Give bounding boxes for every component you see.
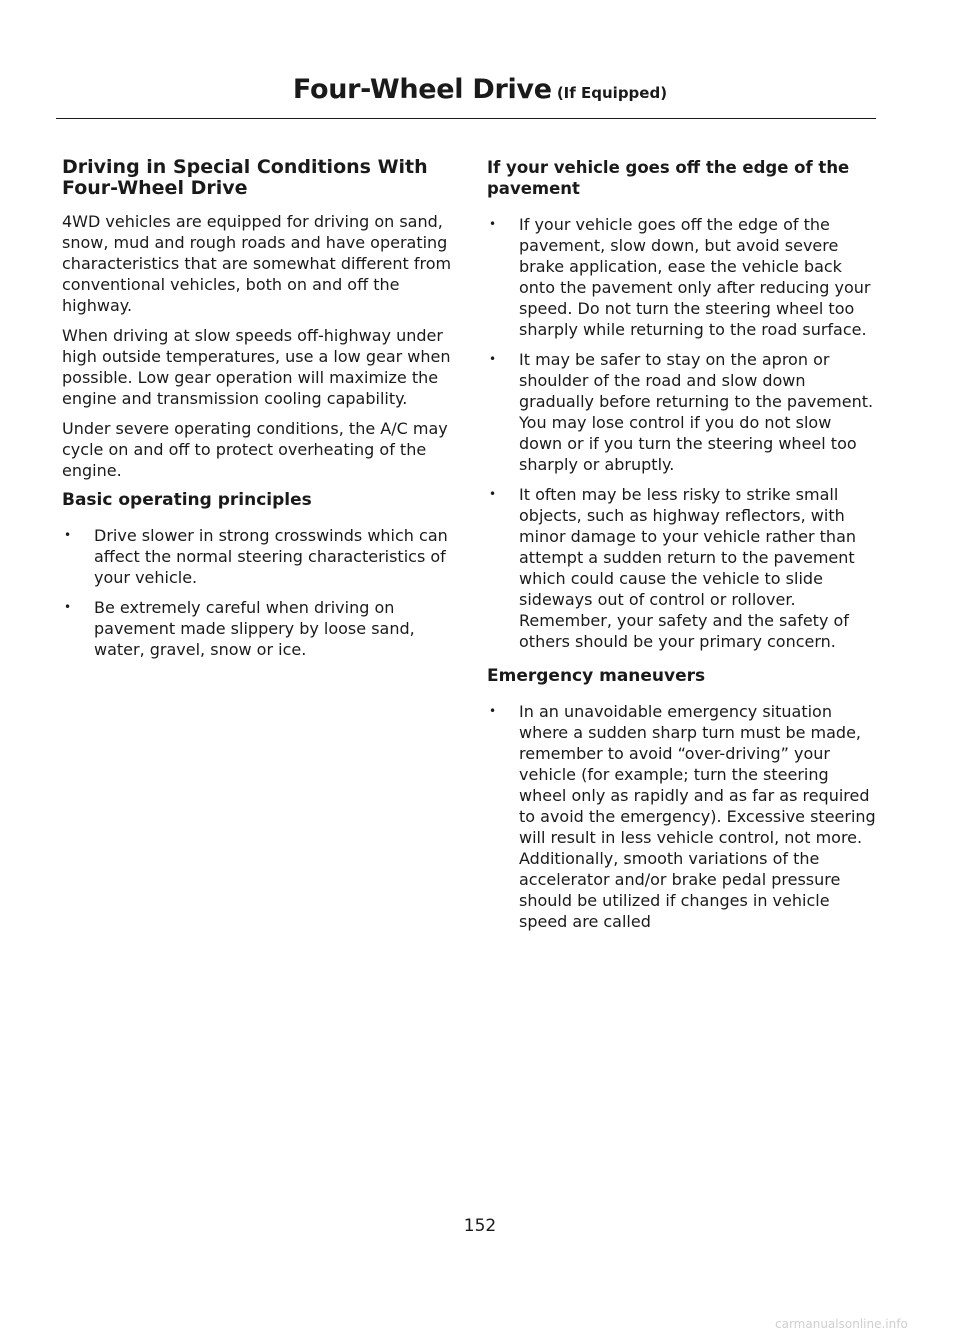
subsection-title-emergency: Emergency maneuvers [487, 666, 706, 686]
list-item: • It may be safer to stay on the apron or shoulder of the road and slow down gradually before returning to the pavement. You may lose control if you do not slow down or if you turn the steering wheel too sharply or abruptly. [487, 349, 879, 475]
right-column [487, 157, 879, 946]
list-item: • If your vehicle goes off the edge of the pavement, slow down, but avoid severe brake application, ease the vehicle back onto the pavement only after reducing your speed. Do not turn the steering wheel too sharply while returning to the road surface. [487, 214, 879, 340]
paragraph: When driving at slow speeds off-highway under high outside temperatures, use a low gear when possible. Low gear operation will maximize the engine and transmission cooling capability. [62, 326, 451, 408]
list-item: • Be extremely careful when driving on pavement made slippery by loose sand, water, gravel, snow or ice. [62, 597, 454, 660]
page-header [0, 74, 960, 105]
chapter-subtitle: (If Equipped) [556, 84, 668, 102]
bullet-list [62, 525, 454, 660]
left-column [62, 157, 454, 674]
chapter-title: Four-Wheel Drive [292, 74, 552, 105]
paragraph: Under severe operating conditions, the A/C may cycle on and off to protect overheating of the engine. [62, 419, 448, 480]
list-item: • Drive slower in strong crosswinds which can affect the normal steering characteristics of your vehicle. [62, 525, 454, 588]
list-item: • It often may be less risky to strike small objects, such as highway reflectors, with minor damage to your vehicle rather than attempt a sudden return to the pavement which could cause the vehicle to slide sideways out of control or rollover. Remember, your safety and the safety of others should be your primary concern. [487, 484, 879, 652]
page-number: 152 [463, 1216, 497, 1236]
section-title: Driving in Special Conditions With Four-Wheel Drive [62, 156, 428, 199]
bullet-list [487, 701, 879, 932]
watermark: carmanualsonline.info [775, 1317, 908, 1331]
bullet-list [487, 214, 879, 652]
subsection-title-basic-principles: Basic operating principles [62, 490, 312, 510]
paragraph: 4WD vehicles are equipped for driving on sand, snow, mud and rough roads and have operating characteristics that are somewhat different from conventional vehicles, both on and off the highway. [62, 212, 452, 315]
header-divider [56, 118, 876, 119]
list-item: • In an unavoidable emergency situation where a sudden sharp turn must be made, remember to avoid “over-driving” your vehicle (for example; turn the steering wheel only as rapidly and as far as required to avoid the emergency). Excessive steering will result in less vehicle control, not more. Additionally, smooth variations of the accelerator and/or brake pedal pressure should be utilized if changes in vehicle speed are called [487, 701, 879, 932]
subsection-title-off-pavement: If your vehicle goes off the edge of the pavement [487, 158, 850, 198]
